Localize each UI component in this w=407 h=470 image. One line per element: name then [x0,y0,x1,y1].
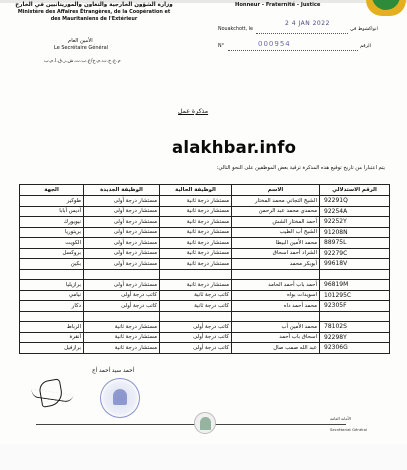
cell-location: أديس أبابا [20,206,84,217]
table-row [20,259,390,270]
table-row [20,332,390,343]
table-row [20,206,390,217]
cell-location: نيامي [20,290,84,301]
cell-new-position: مستشار درجة ثانية [84,332,160,343]
cell-new-position: كاتب درجة أولى [84,301,160,312]
number-dotted-line [228,50,358,51]
cell-location: طوكير [20,196,84,207]
cell-name: محمدي محمد عبد الرحمن [232,206,320,217]
cell-current-position: كاتب درجة أولى [160,322,232,333]
cell-id: 92298Y [320,332,390,343]
cell-current-position: مستشار درجة ثانية [160,238,232,249]
cell-id: 91208N [320,227,390,238]
cell-current-position: مستشار درجة ثانية [160,196,232,207]
cell-location: بريتوريا [20,227,84,238]
cell-name: أحمد المختار الشش [232,217,320,228]
column-header-id: الرقم الاستدلالي [320,185,390,196]
cell-location: بروكسل [20,248,84,259]
cell-new-position: مستشار درجة ثانية [84,343,160,354]
table-row [20,196,390,207]
cell-current-position: مستشار درجة ثانية [160,206,232,217]
footer-emblem-icon [194,412,216,434]
table-row [20,238,390,249]
cell-location: أنقرة [20,332,84,343]
table-row [20,227,390,238]
national-motto: Honneur - Fraternité - Justice [235,2,321,8]
table-row [20,343,390,354]
column-header-name: الاسم [232,185,320,196]
official-stamp-icon [100,378,140,418]
secretary-general-arabic: الأمين العام [68,38,93,44]
cell-current-position: مستشار درجة ثانية [160,280,232,291]
cell-location: برازفيل [20,343,84,354]
cell-location: الرباط [20,322,84,333]
cell-id [320,311,390,322]
cell-new-position [84,311,160,322]
date-label-french: Nouakchott, le [218,27,253,32]
table-row-blank [20,311,390,322]
watermark: alakhbar.info [172,138,297,157]
column-header-new-position: الوظيفة الجديدة [84,185,160,196]
table-row [20,217,390,228]
cell-id: 96819M [320,280,390,291]
cell-current-position: مستشار درجة ثانية [160,227,232,238]
date-label-arabic: انواكشوط في [350,27,378,32]
page-bottom-margin [0,444,407,470]
cell-id: 92279C [320,248,390,259]
cell-name: الشيخ التجاني محمد المختار [232,196,320,207]
footer-address-french: Secrétariat Général [330,427,368,432]
memo-title: مذكرة عمل [178,108,209,115]
cell-location [20,269,84,280]
cell-location [20,311,84,322]
cell-name: الشراد أحمد اسحاق [232,248,320,259]
column-header-location: الجهة [20,185,84,196]
table-row [20,322,390,333]
cell-id: 92306G [320,343,390,354]
cell-current-position: مستشار درجة ثانية [160,248,232,259]
footer-divider [36,424,346,425]
cell-id: 92305F [320,301,390,312]
footer-address-arabic: الأمانة العامة [330,416,352,421]
signer-name: أحمد سيد أحمد أج [92,368,135,374]
cell-new-position: مستشار درجة أولى [84,217,160,228]
cell-id: 99618V [320,259,390,270]
cell-current-position: كاتب درجة ثانية [160,301,232,312]
cell-current-position: مستشار درجة ثانية [160,217,232,228]
cell-id: 92252Y [320,217,390,228]
cell-new-position: مستشار درجة أولى [84,248,160,259]
cell-current-position: مستشار درجة ثانية [160,259,232,270]
cell-current-position: كاتب درجة أولى [160,343,232,354]
date-dotted-line [256,33,348,34]
cell-new-position: مستشار درجة أولى [84,196,160,207]
reference-code: م.ع.خ.ت.م.خ/ع.ب.ت.ش.ر.ق.ا.م.ب [44,58,121,64]
cell-id [320,269,390,280]
cell-current-position: كاتب درجة ثانية [160,290,232,301]
cell-new-position: مستشار درجة ثانية [84,322,160,333]
ministry-name-arabic: وزارة الشؤون الخارجية والتعاون والموريتانيين في الخارج [15,2,173,8]
cell-name: محمد الأمين أب [232,322,320,333]
promotions-table [19,184,390,354]
table-row-blank [20,269,390,280]
ministry-header [6,2,182,23]
cell-current-position: كاتب درجة أولى [160,332,232,343]
cell-name: أحمد باب أحمد الحامد [232,280,320,291]
cell-id: 88975L [320,238,390,249]
cell-name: أبوبكر محمد [232,259,320,270]
cell-new-position [84,269,160,280]
cell-name [232,311,320,322]
cell-id: 78102S [320,322,390,333]
cell-location: برازيليا [20,280,84,291]
cell-name [232,269,320,280]
cell-current-position [160,269,232,280]
table-row [20,290,390,301]
table-header-row [20,185,390,196]
table-row [20,248,390,259]
secretary-general-french: Le Secrétaire Général [54,45,109,51]
cell-current-position [160,311,232,322]
cell-name: اسويدات بواه [232,290,320,301]
ministry-name-french-line2: des Mauritaniens de l'Extérieur [50,16,138,22]
number-label-arabic: الرقم [360,44,371,49]
cell-name: محمد الأمين البيطا [232,238,320,249]
cell-name: عبد الله صمب صال [232,343,320,354]
cell-id: 92291Q [320,196,390,207]
document-number-stamp: 000954 [258,40,291,48]
cell-name: اسحاق باب أحمد [232,332,320,343]
table-row [20,280,390,291]
cell-new-position: مستشار درجة أولى [84,238,160,249]
cell-name: الشيخ أب الطيب [232,227,320,238]
column-header-current-position: الوظيفة الحالية [160,185,232,196]
memo-intro: يتم اعتبارا من تاريخ توقيع هذه المذكرة ترقية بعض الموظفين على النحو التالي: [216,165,385,171]
cell-location: نيويورك [20,217,84,228]
cell-new-position: كاتب درجة أولى [84,290,160,301]
cell-new-position: مستشار درجة أولى [84,227,160,238]
cell-new-position: مستشار درجة أولى [84,206,160,217]
table-row [20,301,390,312]
cell-new-position: مستشار درجة أولى [84,259,160,270]
cell-id: 92254A [320,206,390,217]
date-stamp: 2 4 JAN 2022 [285,20,330,27]
cell-new-position: مستشار درجة أولى [84,280,160,291]
cell-location: دكار [20,301,84,312]
number-label-french: N° [218,44,224,49]
cell-id: 101295C [320,290,390,301]
cell-location: الكويت [20,238,84,249]
cell-name: محمد أحمد داه [232,301,320,312]
ministry-name-french-line1: Ministère des Affaires Étrangères, de la Coopération et [17,9,171,15]
cell-location: بكين [20,259,84,270]
